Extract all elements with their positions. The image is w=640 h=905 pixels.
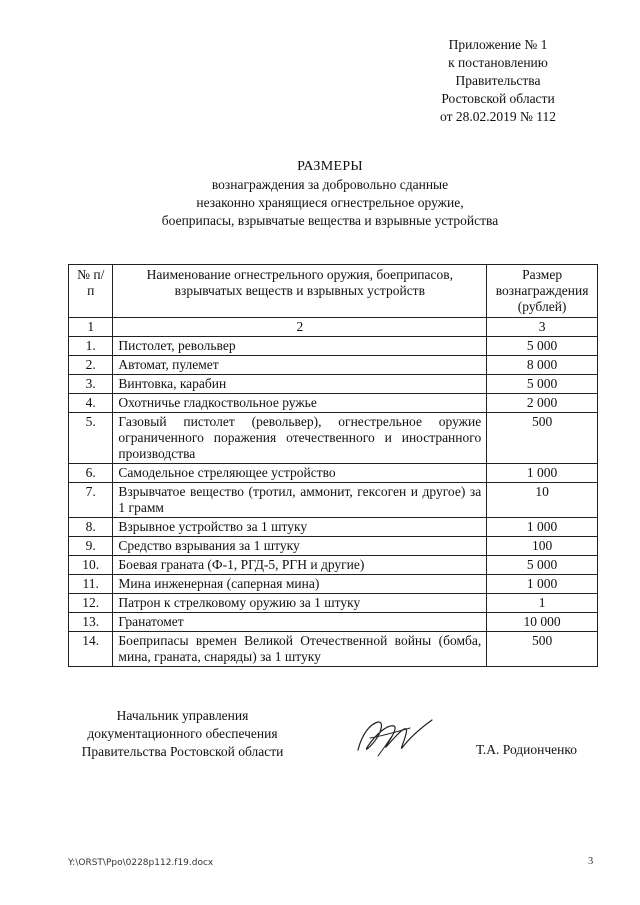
row-reward-amount: 1 — [487, 594, 598, 613]
table-row — [69, 483, 598, 518]
row-number: 7. — [69, 483, 113, 518]
table-row — [69, 537, 598, 556]
table-row — [69, 356, 598, 375]
table-row — [69, 464, 598, 483]
document-title — [100, 158, 560, 230]
row-item-name: Патрон к стрелковому оружию за 1 штуку — [113, 594, 487, 613]
table-row — [69, 556, 598, 575]
table-row — [69, 413, 598, 464]
row-item-name: Автомат, пулемет — [113, 356, 487, 375]
row-number: 5. — [69, 413, 113, 464]
footer-file-path: Y:\ORST\Ppo\0228p112.f19.docx — [68, 858, 214, 868]
row-item-name: Взрывное устройство за 1 штуку — [113, 518, 487, 537]
table-row — [69, 613, 598, 632]
row-item-name: Мина инженерная (саперная мина) — [113, 575, 487, 594]
row-item-name: Взрывчатое вещество (тротил, аммонит, гексоген и другое) за 1 грамм — [113, 483, 487, 518]
row-item-name: Самодельное стреляющее устройство — [113, 464, 487, 483]
row-reward-amount: 10 — [487, 483, 598, 518]
row-number: 1. — [69, 337, 113, 356]
row-item-name: Газовый пистолет (револьвер), огнестрельное оружие ограниченного поражения отечественного и иностранного производства — [113, 413, 487, 464]
row-reward-amount: 1 000 — [487, 518, 598, 537]
row-number: 14. — [69, 632, 113, 667]
row-item-name: Винтовка, карабин — [113, 375, 487, 394]
table-row — [69, 575, 598, 594]
title-line: боеприпасы, взрывчатые вещества и взрывные устройства — [161, 213, 499, 228]
appendix-line: Ростовской области — [441, 91, 555, 106]
row-number: 4. — [69, 394, 113, 413]
header-number: № п/п — [69, 265, 113, 318]
row-reward-amount: 500 — [487, 413, 598, 464]
row-reward-amount: 5 000 — [487, 375, 598, 394]
row-item-name: Боеприпасы времен Великой Отечественной войны (бомба, мина, граната, снаряды) за 1 штуку — [113, 632, 487, 667]
column-index: 1 — [69, 318, 113, 337]
row-reward-amount: 1 000 — [487, 464, 598, 483]
row-item-name: Охотничье гладкоствольное ружье — [113, 394, 487, 413]
row-number: 2. — [69, 356, 113, 375]
header-reward-amount: Размер вознаграждения (рублей) — [487, 265, 598, 318]
appendix-line: от 28.02.2019 № 112 — [440, 109, 556, 124]
page-number: 3 — [588, 856, 594, 867]
column-index: 2 — [113, 318, 487, 337]
column-index: 3 — [487, 318, 598, 337]
row-number: 3. — [69, 375, 113, 394]
row-number: 9. — [69, 537, 113, 556]
appendix-line: Приложение № 1 — [448, 37, 548, 52]
row-number: 13. — [69, 613, 113, 632]
handwritten-signature — [348, 712, 440, 762]
row-number: 12. — [69, 594, 113, 613]
row-number: 6. — [69, 464, 113, 483]
row-reward-amount: 8 000 — [487, 356, 598, 375]
row-reward-amount: 10 000 — [487, 613, 598, 632]
table-row — [69, 632, 598, 667]
appendix-line: Правительства — [455, 73, 541, 88]
reward-rates-table — [68, 264, 598, 667]
title-line: незаконно хранящиеся огнестрельное оружие, — [196, 195, 464, 210]
row-reward-amount: 100 — [487, 537, 598, 556]
row-reward-amount: 5 000 — [487, 556, 598, 575]
table-row — [69, 518, 598, 537]
table-row — [69, 394, 598, 413]
table-body — [69, 318, 598, 667]
position-line: Правительства Ростовской области — [81, 744, 284, 759]
row-reward-amount: 1 000 — [487, 575, 598, 594]
title-heading: РАЗМЕРЫ — [297, 159, 363, 174]
signatory-name: Т.А. Родионченко — [476, 742, 577, 757]
column-index-row — [69, 318, 598, 337]
row-number: 10. — [69, 556, 113, 575]
row-item-name: Средство взрывания за 1 штуку — [113, 537, 487, 556]
appendix-line: к постановлению — [448, 55, 548, 70]
table-header-row — [69, 265, 598, 318]
row-reward-amount: 500 — [487, 632, 598, 667]
row-reward-amount: 5 000 — [487, 337, 598, 356]
table-row — [69, 337, 598, 356]
row-number: 11. — [69, 575, 113, 594]
header-item-name: Наименование огнестрельного оружия, боеприпасов, взрывчатых веществ и взрывных устройств — [113, 265, 487, 318]
table-row — [69, 594, 598, 613]
table-row — [69, 375, 598, 394]
row-item-name: Пистолет, револьвер — [113, 337, 487, 356]
row-number: 8. — [69, 518, 113, 537]
row-reward-amount: 2 000 — [487, 394, 598, 413]
row-item-name: Боевая граната (Ф-1, РГД-5, РГН и другие) — [113, 556, 487, 575]
signatory-position — [60, 707, 305, 761]
row-item-name: Гранатомет — [113, 613, 487, 632]
position-line: Начальник управления — [116, 708, 249, 723]
appendix-reference — [420, 36, 576, 126]
title-line: вознаграждения за добровольно сданные — [211, 177, 449, 192]
position-line: документационного обеспечения — [87, 726, 278, 741]
